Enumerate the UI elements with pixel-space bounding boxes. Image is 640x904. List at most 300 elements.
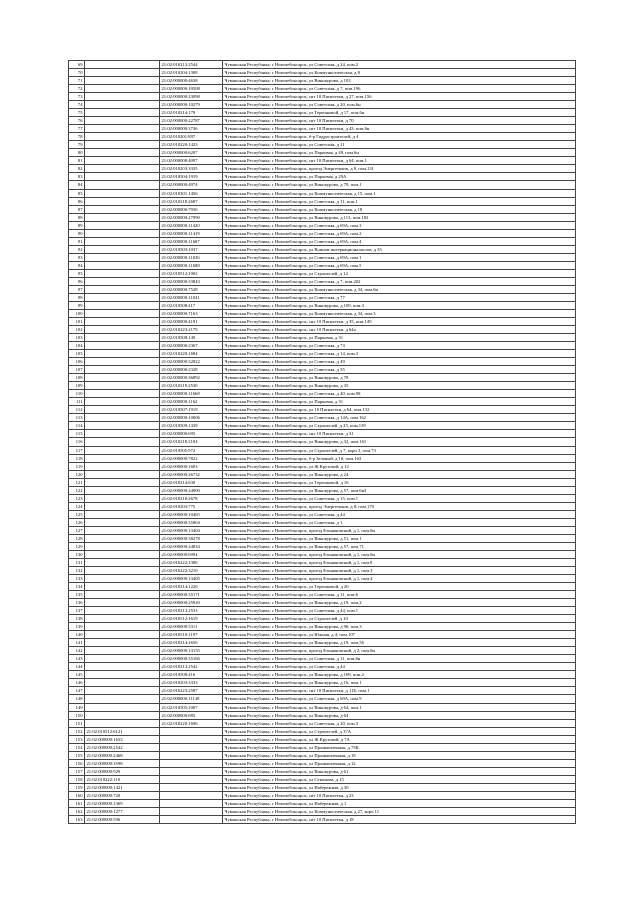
address-cell: Чувашская Республика, г Новочебоксарск, ул Винокурова, д 16, пом.1 xyxy=(223,679,576,687)
row-number-cell: 106 xyxy=(69,358,85,366)
address-cell: Чувашская Республика, г Новочебоксарск, ул Терешковой, д 17, пом.6н xyxy=(223,109,576,117)
row-number-cell: 161 xyxy=(69,799,85,807)
row-number-cell: 81 xyxy=(69,157,85,165)
room-cadastral-number-cell: 21:02:000000:11419 xyxy=(160,229,223,237)
table-row xyxy=(69,181,576,189)
room-cadastral-number-cell xyxy=(160,783,223,791)
cadastral-number-cell xyxy=(85,639,160,647)
room-cadastral-number-cell: 21:02:000000:24834 xyxy=(160,542,223,550)
row-number-cell: 157 xyxy=(69,767,85,775)
room-cadastral-number-cell: 21:02:000000:11688 xyxy=(160,261,223,269)
room-cadastral-number-cell: 21:02:000000:11138 xyxy=(160,695,223,703)
room-cadastral-number-cell: 21:02:000000:11668 xyxy=(160,390,223,398)
table-row xyxy=(69,301,576,309)
cadastral-number-cell xyxy=(85,326,160,334)
row-number-cell: 107 xyxy=(69,366,85,374)
cadastral-number-cell xyxy=(85,623,160,631)
row-number-cell: 109 xyxy=(69,382,85,390)
cadastral-number-cell xyxy=(85,430,160,438)
room-cadastral-number-cell: 21:02:000000:11026 xyxy=(160,253,223,261)
address-cell: Чувашская Республика, г Новочебоксарск, ул Винокурова, д 109, пом.3 xyxy=(223,301,576,309)
cadastral-number-cell xyxy=(85,607,160,615)
cadastral-number-cell xyxy=(85,591,160,599)
table-row xyxy=(69,334,576,342)
room-cadastral-number-cell: 21:02:010218:2687 xyxy=(160,197,223,205)
address-cell: Чувашская Республика, г Новочебоксарск, ул Коммунистическая, д 34, пом.3 xyxy=(223,309,576,317)
address-cell: Чувашская Республика, г Новочебоксарск, ул Ж.Крутовой, д 12 xyxy=(223,462,576,470)
table-row xyxy=(69,775,576,783)
row-number-cell: 70 xyxy=(69,69,85,77)
room-cadastral-number-cell: 21:02:000000:6994 xyxy=(160,550,223,558)
cadastral-number-cell xyxy=(85,502,160,510)
table-row xyxy=(69,703,576,711)
table-row xyxy=(69,109,576,117)
cadastral-number-cell xyxy=(85,309,160,317)
row-number-cell: 141 xyxy=(69,639,85,647)
table-row xyxy=(69,285,576,293)
room-cadastral-number-cell: 21:02:010214:2656 xyxy=(160,639,223,647)
cadastral-number-cell xyxy=(85,285,160,293)
table-row xyxy=(69,149,576,157)
room-cadastral-number-cell xyxy=(160,751,223,759)
table-row xyxy=(69,815,576,823)
table-row xyxy=(69,261,576,269)
table-row xyxy=(69,93,576,101)
row-number-cell: 138 xyxy=(69,615,85,623)
row-number-cell: 135 xyxy=(69,591,85,599)
row-number-cell: 94 xyxy=(69,261,85,269)
table-row xyxy=(69,61,576,69)
table-row xyxy=(69,591,576,599)
row-number-cell: 140 xyxy=(69,631,85,639)
cadastral-number-cell: 21:02:010222:110 xyxy=(85,775,160,783)
table-row xyxy=(69,735,576,743)
cadastral-number-cell xyxy=(85,422,160,430)
address-cell: Чувашская Республика, г Новочебоксарск, ул Строителей, д 37А xyxy=(223,727,576,735)
address-cell: Чувашская Республика, г Новочебоксарск, ул Винокурова, д 64 xyxy=(223,711,576,719)
address-cell: Чувашская Республика, г Новочебоксарск, ул Советская, д 20, пом.6н xyxy=(223,101,576,109)
table-row xyxy=(69,237,576,245)
row-number-cell: 110 xyxy=(69,390,85,398)
row-number-cell: 75 xyxy=(69,109,85,117)
row-number-cell: 102 xyxy=(69,326,85,334)
cadastral-number-cell xyxy=(85,277,160,285)
address-cell: Чувашская Республика, г Новочебоксарск, ул Винокурова, д 51, пом.1 xyxy=(223,534,576,542)
room-cadastral-number-cell: 21:02:000000:13155 xyxy=(160,647,223,655)
row-number-cell: 73 xyxy=(69,93,85,101)
row-number-cell: 115 xyxy=(69,430,85,438)
address-cell: Чувашская Республика, г Новочебоксарск, ул Советская, д 69А, пом.4 xyxy=(223,237,576,245)
table-row xyxy=(69,189,576,197)
row-number-cell: 139 xyxy=(69,623,85,631)
cadastral-number-cell xyxy=(85,494,160,502)
row-number-cell: 80 xyxy=(69,149,85,157)
address-cell: Чувашская Республика, г Новочебоксарск, снт 10 Пятилетки, д 11Б, пом.1 xyxy=(223,687,576,695)
table-row xyxy=(69,470,576,478)
room-cadastral-number-cell: 21:02:000000:11687 xyxy=(160,237,223,245)
table-row xyxy=(69,125,576,133)
cadastral-number-cell xyxy=(85,534,160,542)
cadastral-number-cell xyxy=(85,133,160,141)
address-cell: Чувашская Республика, г Новочебоксарск, ул Промышленная, д 12 xyxy=(223,759,576,767)
address-cell: Чувашская Республика, г Новочебоксарск, ул Коммунистическая, д 18 xyxy=(223,205,576,213)
cadastral-number-cell xyxy=(85,599,160,607)
room-cadastral-number-cell: 21:02:010214:179 xyxy=(160,109,223,117)
row-number-cell: 147 xyxy=(69,687,85,695)
table-row xyxy=(69,173,576,181)
cadastral-number-cell xyxy=(85,173,160,181)
cadastral-number-cell xyxy=(85,69,160,77)
table-row xyxy=(69,502,576,510)
room-cadastral-number-cell: 21:02:000000:22787 xyxy=(160,117,223,125)
cadastral-number-cell xyxy=(85,85,160,93)
address-cell: Чувашская Республика, г Новочебоксарск, ул Советская, д 69А, пом.9 xyxy=(223,695,576,703)
cadastral-number-cell xyxy=(85,703,160,711)
address-cell: Чувашская Республика, г Новочебоксарск, ул Советская, д 69А, пом.5 xyxy=(223,261,576,269)
row-number-cell: 105 xyxy=(69,350,85,358)
table-row xyxy=(69,558,576,566)
table-row xyxy=(69,534,576,542)
row-number-cell: 145 xyxy=(69,671,85,679)
room-cadastral-number-cell: 21:02:000000:10279 xyxy=(160,101,223,109)
room-cadastral-number-cell: 21:02:000000:23098 xyxy=(160,93,223,101)
room-cadastral-number-cell: 21:02:000000:13405 xyxy=(160,575,223,583)
cadastral-number-cell xyxy=(85,414,160,422)
table-row xyxy=(69,607,576,615)
address-cell: Чувашская Республика, г Новочебоксарск, проезд Ельниковский, д 2, пом.6н xyxy=(223,647,576,655)
cadastral-number-cell xyxy=(85,647,160,655)
address-cell: Чувашская Республика, г Новочебоксарск, ул Промышленная, д 75К xyxy=(223,743,576,751)
table-row xyxy=(69,743,576,751)
room-cadastral-number-cell: 21:02:010504:1919 xyxy=(160,173,223,181)
table-row xyxy=(69,791,576,799)
table-row xyxy=(69,358,576,366)
row-number-cell: 121 xyxy=(69,478,85,486)
table-row xyxy=(69,783,576,791)
cadastral-number-cell xyxy=(85,382,160,390)
cadastral-number-cell xyxy=(85,542,160,550)
room-cadastral-number-cell: 21:02:010201:897 xyxy=(160,133,223,141)
room-cadastral-number-cell: 21:02:000000:10508 xyxy=(160,85,223,93)
table-row xyxy=(69,510,576,518)
address-cell: Чувашская Республика, г Новочебоксарск, ул Советская, д 11 xyxy=(223,141,576,149)
row-number-cell: 113 xyxy=(69,414,85,422)
row-number-cell: 71 xyxy=(69,77,85,85)
cadastral-number-cell xyxy=(85,350,160,358)
row-number-cell: 132 xyxy=(69,566,85,574)
row-number-cell: 148 xyxy=(69,695,85,703)
cadastral-number-cell xyxy=(85,486,160,494)
room-cadastral-number-cell: 21:02:000000:35804 xyxy=(160,518,223,526)
cadastral-number-cell xyxy=(85,141,160,149)
address-cell: Чувашская Республика, г Новочебоксарск, ул Винокурова, д 109, пом.2 xyxy=(223,671,576,679)
address-cell: Чувашская Республика, г Новочебоксарск, ул Советская, д 55 xyxy=(223,366,576,374)
room-cadastral-number-cell: 21:02:000000:5311 xyxy=(160,623,223,631)
cadastral-number-cell xyxy=(85,719,160,727)
address-cell: Чувашская Республика, г Новочебоксарск, ул Винокурова, д 61 xyxy=(223,767,576,775)
table-row xyxy=(69,342,576,350)
table-row xyxy=(69,655,576,663)
room-cadastral-number-cell: 21:02:010512:1002 xyxy=(160,269,223,277)
room-cadastral-number-cell xyxy=(160,735,223,743)
row-number-cell: 131 xyxy=(69,558,85,566)
cadastral-number-cell: 21:02:000000:596 xyxy=(85,815,160,823)
cadastral-number-cell xyxy=(85,478,160,486)
cadastral-number-cell xyxy=(85,550,160,558)
row-number-cell: 99 xyxy=(69,301,85,309)
room-cadastral-number-cell: 21:02:010213:2544 xyxy=(160,61,223,69)
room-cadastral-number-cell: 21:02:000000:24900 xyxy=(160,486,223,494)
cadastral-number-cell xyxy=(85,631,160,639)
row-number-cell: 130 xyxy=(69,550,85,558)
address-cell: Чувашская Республика, г Новочебоксарск, снт 10 Пятилетки, д 70 xyxy=(223,117,576,125)
address-cell: Чувашская Республика, г Новочебоксарск, ул Винокурова, д 19, пом.56 xyxy=(223,639,576,647)
cadastral-number-cell xyxy=(85,583,160,591)
cadastral-number-cell xyxy=(85,189,160,197)
address-cell: Чувашская Республика, г Новочебоксарск, снт 10 Пятилетки, д 64, пом.1 xyxy=(223,157,576,165)
row-number-cell: 91 xyxy=(69,237,85,245)
table-row xyxy=(69,229,576,237)
cadastral-number-cell: 21:02:000000:1369 xyxy=(85,799,160,807)
table-row xyxy=(69,446,576,454)
table-row xyxy=(69,711,576,719)
cadastral-number-cell xyxy=(85,615,160,623)
room-cadastral-number-cell: 21:02:010214:1226 xyxy=(160,583,223,591)
cadastral-number-cell xyxy=(85,221,160,229)
cadastral-number-cell xyxy=(85,157,160,165)
address-cell: Чувашская Республика, г Новочебоксарск, ул Промышленная, д 19 xyxy=(223,751,576,759)
address-cell: Чувашская Республика, г Новочебоксарск, ул Парковая, д 31 xyxy=(223,334,576,342)
table-row xyxy=(69,253,576,261)
table-row xyxy=(69,309,576,317)
table-row xyxy=(69,462,576,470)
cadastral-number-cell xyxy=(85,149,160,157)
address-cell: Чувашская Республика, г Новочебоксарск, ул Советская, д 40, пом.98 xyxy=(223,390,576,398)
room-cadastral-number-cell: 21:02:000000:11041 xyxy=(160,293,223,301)
room-cadastral-number-cell: 21:02:010301:1456 xyxy=(160,189,223,197)
row-number-cell: 136 xyxy=(69,599,85,607)
table-row xyxy=(69,679,576,687)
table-row xyxy=(69,157,576,165)
row-number-cell: 111 xyxy=(69,398,85,406)
room-cadastral-number-cell: 21:02:010222:1386 xyxy=(160,558,223,566)
address-cell: Чувашская Республика, г Новочебоксарск, ул Советская, д 73 xyxy=(223,342,576,350)
table-row xyxy=(69,599,576,607)
address-cell: Чувашская Республика, г Новочебоксарск, ул Южная, д 4, пом.107 xyxy=(223,631,576,639)
address-cell: Чувашская Республика, г Новочебоксарск, снт 10 Пятилетки, д 27, пом.156 xyxy=(223,93,576,101)
address-cell: Чувашская Республика, г Новочебоксарск, ул Советская, д 69А, пом.2 xyxy=(223,229,576,237)
row-number-cell: 76 xyxy=(69,117,85,125)
address-cell: Чувашская Республика, г Новочебоксарск, ул Коммунистическая, д 8 xyxy=(223,69,576,77)
cadastral-number-cell: 21:02:000000:1277 xyxy=(85,807,160,815)
table-row xyxy=(69,277,576,285)
room-cadastral-number-cell: 21:02:000000:25920 xyxy=(160,599,223,607)
table-row xyxy=(69,478,576,486)
row-number-cell: 69 xyxy=(69,61,85,69)
room-cadastral-number-cell: 21:02:000000:7822 xyxy=(160,454,223,462)
cadastral-number-cell xyxy=(85,261,160,269)
room-cadastral-number-cell: 21:02:010507:1919 xyxy=(160,406,223,414)
room-cadastral-number-cell: 21:02:000000:38278 xyxy=(160,534,223,542)
cadastral-number-cell xyxy=(85,663,160,671)
row-number-cell: 144 xyxy=(69,663,85,671)
address-cell: Чувашская Республика, г Новочебоксарск, снт 10 Пятилетки, д 35, пом.149 xyxy=(223,318,576,326)
address-cell: Чувашская Республика, г Новочебоксарск, ул Парковая, д 49, пом.6н xyxy=(223,149,576,157)
table-row xyxy=(69,566,576,574)
address-cell: Чувашская Республика, г Новочебоксарск, ул Винокурова, д 19, пом.2 xyxy=(223,599,576,607)
room-cadastral-number-cell xyxy=(160,759,223,767)
table-row xyxy=(69,374,576,382)
table-row xyxy=(69,615,576,623)
table-row xyxy=(69,350,576,358)
address-cell: Чувашская Республика, г Новочебоксарск, ул Советская, д 11, пом.6 xyxy=(223,591,576,599)
row-number-cell: 125 xyxy=(69,510,85,518)
room-cadastral-number-cell xyxy=(160,767,223,775)
address-cell: Чувашская Республика, г Новочебоксарск, ул Советская, д 77 xyxy=(223,293,576,301)
cadastral-number-cell xyxy=(85,390,160,398)
room-cadastral-number-cell: 21:02:010213:2533 xyxy=(160,607,223,615)
address-cell: Чувашская Республика, г Новочебоксарск, ул Винокурова, д 79, пом.1 xyxy=(223,181,576,189)
cadastral-number-cell xyxy=(85,301,160,309)
row-number-cell: 100 xyxy=(69,309,85,317)
cadastral-number-cell xyxy=(85,125,160,133)
cadastral-number-cell xyxy=(85,342,160,350)
address-cell: Чувашская Республика, г Новочебоксарск, ул Советская, д 49 xyxy=(223,358,576,366)
row-number-cell: 143 xyxy=(69,655,85,663)
table-row xyxy=(69,518,576,526)
address-cell: Чувашская Республика, г Новочебоксарск, ул Строителей, д 14 xyxy=(223,269,576,277)
table-row xyxy=(69,807,576,815)
row-number-cell: 82 xyxy=(69,165,85,173)
room-cadastral-number-cell: 21:02:010218:2104 xyxy=(160,438,223,446)
cadastral-number-cell xyxy=(85,655,160,663)
row-number-cell: 84 xyxy=(69,181,85,189)
row-number-cell: 96 xyxy=(69,277,85,285)
cadastral-number-cell xyxy=(85,61,160,69)
address-cell: Чувашская Республика, г Новочебоксарск, ул Советская, д 44 xyxy=(223,663,576,671)
address-cell: Чувашская Республика, г Новочебоксарск, ул Винокурова, д 78 xyxy=(223,374,576,382)
room-cadastral-number-cell: 21:02:010220:1696 xyxy=(160,719,223,727)
address-cell: Чувашская Республика, г Новочебоксарск, ул Винокурова, д 35 xyxy=(223,382,576,390)
room-cadastral-number-cell: 21:02:000000:4191 xyxy=(160,318,223,326)
room-cadastral-number-cell: 21:02:000000:10465 xyxy=(160,510,223,518)
cadastral-number-cell xyxy=(85,117,160,125)
room-cadastral-number-cell xyxy=(160,799,223,807)
table-row xyxy=(69,438,576,446)
row-number-cell: 93 xyxy=(69,253,85,261)
table-row xyxy=(69,382,576,390)
cadastral-number-cell xyxy=(85,406,160,414)
table-row xyxy=(69,69,576,77)
table-row xyxy=(69,687,576,695)
address-cell: Чувашская Республика, г Новочебоксарск, ул Коммунистическая, д 27, корп 11 xyxy=(223,807,576,815)
cadastral-number-cell xyxy=(85,671,160,679)
address-cell: Чувашская Республика, г Новочебоксарск, б-р Зеленый, д 16, пом.163 xyxy=(223,454,576,462)
room-cadastral-number-cell: 21:02:000000:4638 xyxy=(160,77,223,85)
cadastral-number-cell: 21:02:000000:1633 xyxy=(85,735,160,743)
table-row xyxy=(69,631,576,639)
cadastral-number-cell xyxy=(85,374,160,382)
address-cell: Чувашская Республика, г Новочебоксарск, снт 10 Пятилетки, д 43, пом.6н xyxy=(223,125,576,133)
room-cadastral-number-cell: 21:02:000000:13404 xyxy=(160,526,223,534)
cadastral-number-cell xyxy=(85,197,160,205)
address-cell: Чувашская Республика, г Новочебоксарск, ул Терешковой, д 16 xyxy=(223,478,576,486)
row-number-cell: 79 xyxy=(69,141,85,149)
cadastral-number-cell xyxy=(85,165,160,173)
room-cadastral-number-cell: 21:02:010203:3333 xyxy=(160,679,223,687)
cadastral-number-cell xyxy=(85,462,160,470)
address-cell: Чувашская Республика, г Новочебоксарск, снт 10 Пятилетки, д 23 xyxy=(223,791,576,799)
table-row xyxy=(69,526,576,534)
row-number-cell: 78 xyxy=(69,133,85,141)
table-row xyxy=(69,245,576,253)
row-number-cell: 85 xyxy=(69,189,85,197)
table-row xyxy=(69,639,576,647)
room-cadastral-number-cell: 21:02:010203:3335 xyxy=(160,165,223,173)
cadastral-number-cell xyxy=(85,109,160,117)
room-cadastral-number-cell: 21:02:010223:2587 xyxy=(160,687,223,695)
table-row xyxy=(69,326,576,334)
address-cell: Чувашская Республика, г Новочебоксарск, б-р Гидростроителей, д 4 xyxy=(223,133,576,141)
row-number-cell: 97 xyxy=(69,285,85,293)
row-number-cell: 129 xyxy=(69,542,85,550)
address-cell: Чувашская Республика, г Новочебоксарск, ул Винокурова, д 103 xyxy=(223,77,576,85)
table-row xyxy=(69,663,576,671)
cadastral-number-cell xyxy=(85,213,160,221)
table-row xyxy=(69,269,576,277)
room-cadastral-number-cell xyxy=(160,775,223,783)
address-cell: Чувашская Республика, г Новочебоксарск, проезд Ельниковский, д 1, пом.3 xyxy=(223,566,576,574)
cadastral-number-cell xyxy=(85,358,160,366)
table-row xyxy=(69,390,576,398)
cadastral-number-cell xyxy=(85,695,160,703)
room-cadastral-number-cell xyxy=(160,807,223,815)
row-number-cell: 128 xyxy=(69,534,85,542)
cadastral-number-cell xyxy=(85,518,160,526)
cadastral-number-cell xyxy=(85,253,160,261)
row-number-cell: 137 xyxy=(69,607,85,615)
room-cadastral-number-cell xyxy=(160,727,223,735)
cadastral-number-cell: 21:02:000000:2468 xyxy=(85,751,160,759)
address-cell: Чувашская Республика, г Новочебоксарск, ул Строителей, д 25, пом.139 xyxy=(223,422,576,430)
table-row xyxy=(69,575,576,583)
room-cadastral-number-cell: 21:02:010512:1619 xyxy=(160,615,223,623)
row-number-cell: 151 xyxy=(69,719,85,727)
room-cadastral-number-cell: 21:02:010508:149 xyxy=(160,334,223,342)
cadastral-number-cell xyxy=(85,77,160,85)
room-cadastral-number-cell: 21:02:000000:4974 xyxy=(160,181,223,189)
address-cell: Чувашская Республика, г Новочебоксарск, ул Винокурова, д 96, пом.3 xyxy=(223,623,576,631)
address-cell: Чувашская Республика, г Новочебоксарск, снт 10 Пятилетки, д 18 xyxy=(223,815,576,823)
address-cell: Чувашская Республика, г Новочебоксарск, проезд Ельниковский, д 1, пом.4 xyxy=(223,575,576,583)
table-row xyxy=(69,623,576,631)
cadastral-number-cell xyxy=(85,558,160,566)
room-cadastral-number-cell: 21:02:000000:1603 xyxy=(160,462,223,470)
row-number-cell: 149 xyxy=(69,703,85,711)
room-cadastral-number-cell: 21:02:010509:1339 xyxy=(160,422,223,430)
row-number-cell: 117 xyxy=(69,446,85,454)
room-cadastral-number-cell: 21:02:000000:11420 xyxy=(160,221,223,229)
cadastral-number-cell xyxy=(85,269,160,277)
row-number-cell: 124 xyxy=(69,502,85,510)
row-number-cell: 163 xyxy=(69,815,85,823)
room-cadastral-number-cell: 21:02:000000:1162 xyxy=(160,398,223,406)
address-cell: Чувашская Республика, г Новочебоксарск, ул Винокурова, д 57, пом.6н3 xyxy=(223,486,576,494)
cadastral-number-cell xyxy=(85,470,160,478)
room-cadastral-number-cell: 21:02:010505:972 xyxy=(160,446,223,454)
cadastral-number-cell xyxy=(85,510,160,518)
address-cell: Чувашская Республика, г Новочебоксарск, ул Советская, д 7, пом.196 xyxy=(223,85,576,93)
